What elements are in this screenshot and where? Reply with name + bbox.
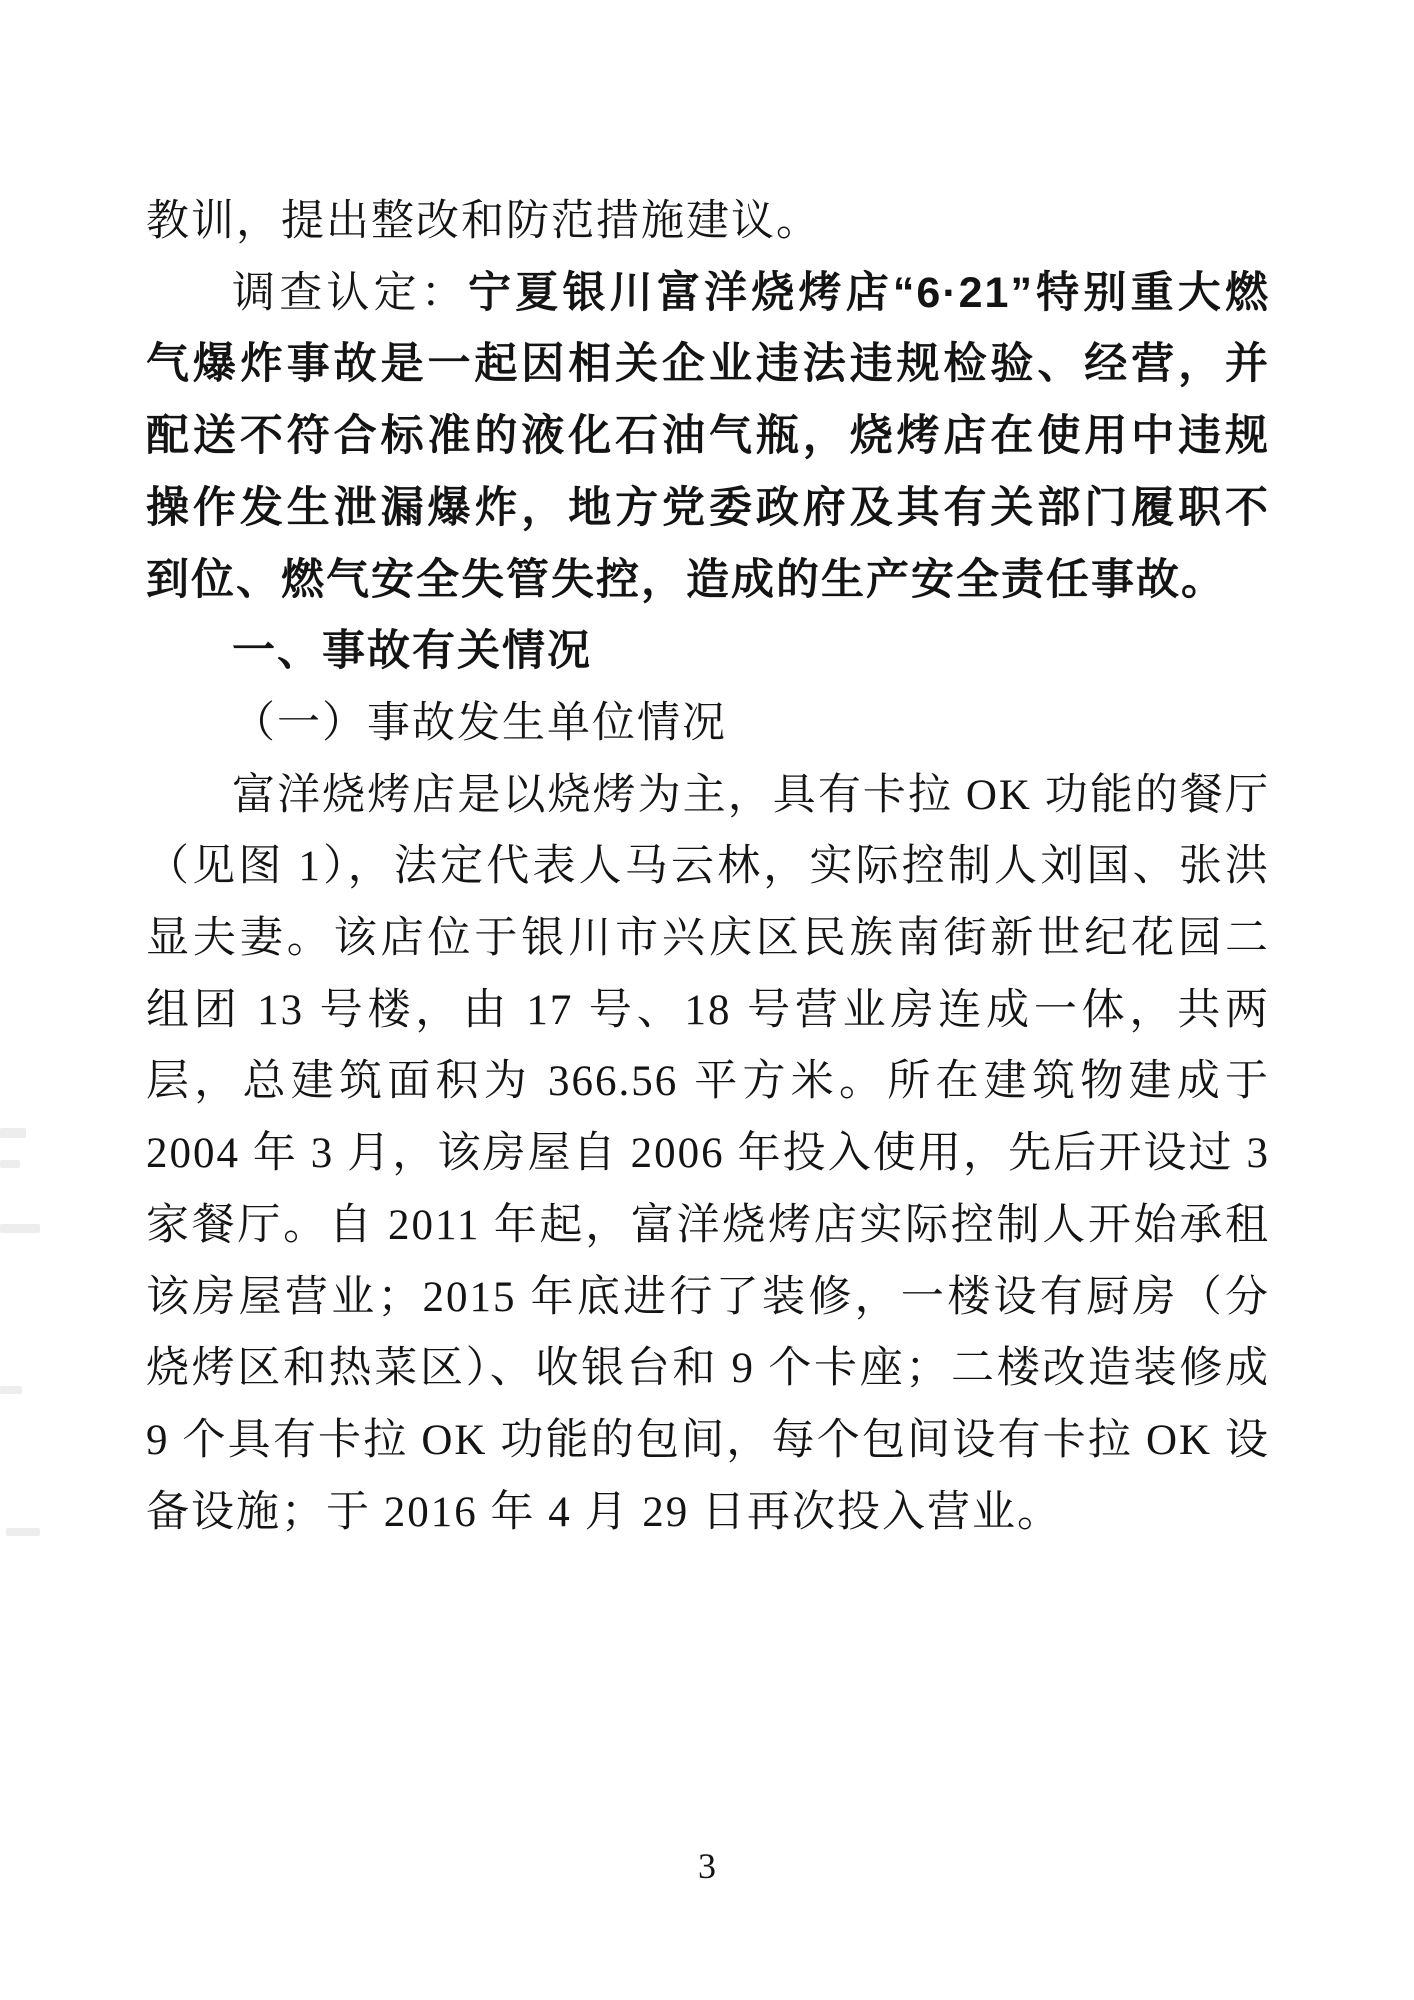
paragraph-unit-info: 富洋烧烤店是以烧烤为主，具有卡拉 OK 功能的餐厅（见图 1），法定代表人马云林，实际控制人刘国、张洪显夫妻。该店位于银川市兴庆区民族南街新世纪花园二组团 13 号楼，由 17 号、18 号营业房连成一体，共两层，总建筑面积为 366.56 平方米。所在建筑物建成于 2004 年 3 月，该房屋自 2006 年投入使用，先后开设过 3 家餐厅。自 2011 年起，富洋烧烤店实际控制人开始承租该房屋营业；2015 年底进行了装修，一楼设有厨房（分烧烤区和热菜区）、收银台和 9 个卡座；二楼改造装修成 9 个具有卡拉 OK 功能的包间，每个包间设有卡拉 OK 设备设施；于 2016 年 4 月 29 日再次投入营业。	[146, 771, 1270, 1536]
scan-artifact	[0, 1160, 20, 1168]
paragraph-finding	[146, 258, 1270, 617]
finding-bold-text: 宁夏银川富洋烧烤店“6·21”特别重大燃气爆炸事故是一起因相关企业违法违规检验、经营，并配送不符合标准的液化石油气瓶，烧烤店在使用中违规操作发生泄漏爆炸，地方党委政府及其有关部门履职不到位、燃气安全失管失控，造成的生产安全责任事故。	[146, 268, 1270, 604]
section-heading: 一、事故有关情况	[232, 627, 592, 676]
paragraph-continuation: 教训，提出整改和防范措施建议。	[146, 198, 821, 245]
scan-artifact	[0, 1128, 26, 1138]
page-number: 3	[698, 1846, 716, 1886]
scan-artifact	[6, 1528, 40, 1536]
scan-artifact	[0, 1386, 22, 1394]
finding-lead-in: 调查认定：	[232, 269, 469, 317]
document-body	[146, 186, 1270, 1548]
subsection-heading: （一）事故发生单位情况	[232, 699, 727, 747]
scan-artifact	[0, 1224, 40, 1233]
